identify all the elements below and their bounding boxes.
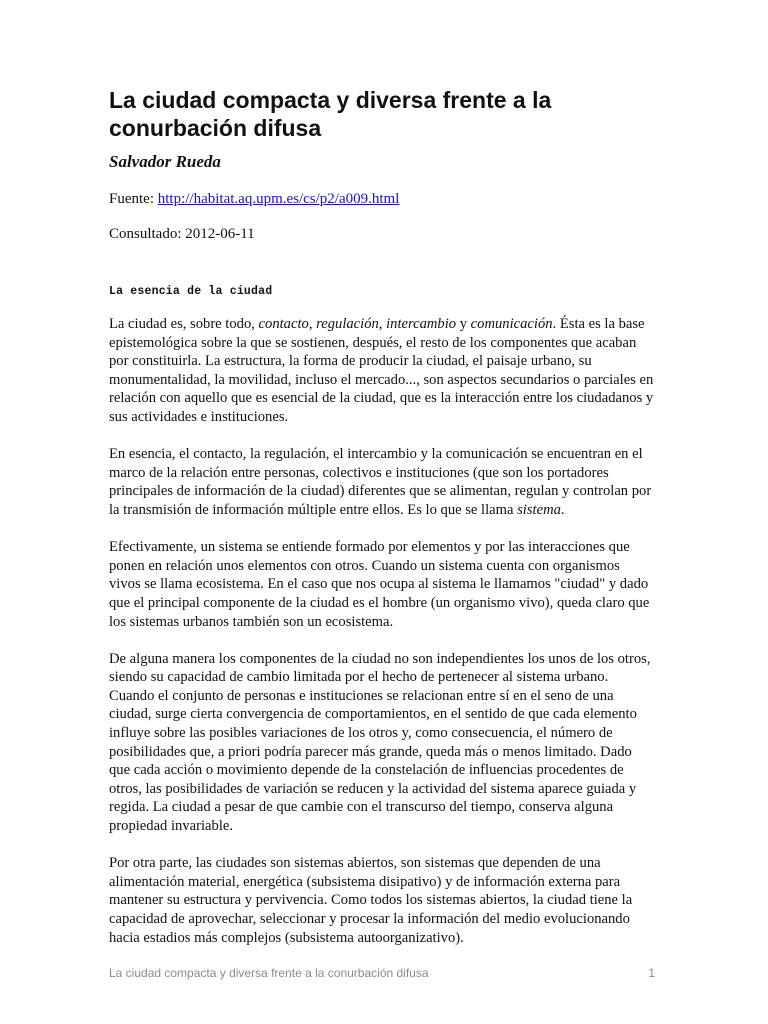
text-run: y bbox=[456, 316, 471, 332]
italic-term: intercambio bbox=[386, 316, 457, 332]
italic-term: contacto bbox=[258, 316, 309, 332]
footer-running-title: La ciudad compacta y diversa frente a la conurbación difusa bbox=[109, 966, 429, 980]
document-title: La ciudad compacta y diversa frente a la conurbación difusa bbox=[109, 87, 552, 141]
section-heading: La esencia de la ciudad bbox=[109, 285, 273, 298]
text-run: En esencia, el contacto, la regulación, el intercambio y la comunicación se encuentran en el marco de la relación entre personas, colectivos e instituciones (que son los portadores principales de información de la ciudad) diferentes que se alimentan, regulan y controlan por la transmisión de información múltiple entre ellos. Es lo que se llama bbox=[109, 446, 652, 518]
body-text bbox=[109, 315, 655, 966]
author-name: Salvador Rueda bbox=[109, 152, 221, 171]
page-number: 1 bbox=[648, 966, 655, 980]
paragraph bbox=[109, 538, 655, 631]
paragraph bbox=[109, 315, 655, 427]
text-run: De alguna manera los componentes de la ciudad no son independientes los unos de los otros, siendo su capacidad de cambio limitada por el hecho de pertenecer al sistema urbano. Cuando el conjunto de personas e instituciones se relacionan entre sí en el seno de una ciudad, surge cierta convergencia de comportamientos, en el sentido de que cada elemento influye sobre las posibles variaciones de los otros y, como consecuencia, el número de posibilidades que, a priori podría parecer más grande, queda más o menos limitado. Dado que cada acción o movimiento depende de la constelación de influencias procedentes de otros, las posibilidades de variación se reducen y la actividad del sistema aparece guiada y regida. La ciudad a pesar de que cambie con el transcurso del tiempo, conserva alguna propiedad invariable. bbox=[109, 650, 651, 835]
paragraph bbox=[109, 445, 655, 519]
text-run: . bbox=[560, 501, 565, 518]
text-run: , bbox=[378, 316, 387, 332]
italic-term: regulación bbox=[316, 316, 379, 332]
consulted-date: Consultado: 2012-06-11 bbox=[109, 226, 255, 242]
text-run: Efectivamente, un sistema se entiende formado por elementos y por las interacciones que ponen en relación unos elementos con otros. Cuando un sistema cuenta con organismos vivos se llama ecosistema. En el caso que nos ocupa al sistema le llamamos "ciudad" y dado que el principal componente de la ciudad es el hombre (un organismo vivo), queda claro que los sistemas urbanos también son un ecosistema. bbox=[109, 539, 650, 630]
text-run: , bbox=[308, 316, 317, 332]
italic-term: sistema bbox=[517, 501, 561, 518]
text-run: Por otra parte, las ciudades son sistemas abiertos, son sistemas que dependen de una alimentación material, energética (subsistema disipativo) y de información externa para mantener su estructura y pervivencia. Como todos los sistemas abiertos, la ciudad tiene la capacidad de aprovechar, seleccionar y procesar la información del medio evolucionando hacia estadios más complejos (subsistema autoorganizativo). bbox=[109, 855, 633, 946]
text-run: . Ésta es la base epistemológica sobre la que se sostienen, después, el resto de los componentes que acaban por constituirla. La estructura, la forma de producir la ciudad, el paisaje urbano, su monumentalidad, la movilidad, incluso el mercado..., son aspectos secundarios o parciales en relación con aquello que es esencial de la ciudad, que es la interacción entre los ciudadanos y sus actividades e instituciones. bbox=[109, 316, 654, 425]
source-label: Fuente: bbox=[109, 191, 158, 207]
text-run: La ciudad es, sobre todo, bbox=[109, 316, 259, 332]
italic-term: comunicación bbox=[470, 316, 553, 332]
paragraph bbox=[109, 650, 655, 836]
source-line bbox=[109, 189, 399, 209]
paragraph bbox=[109, 854, 655, 947]
page-footer bbox=[109, 965, 655, 981]
source-link[interactable]: http://habitat.aq.upm.es/cs/p2/a009.html bbox=[157, 191, 400, 207]
